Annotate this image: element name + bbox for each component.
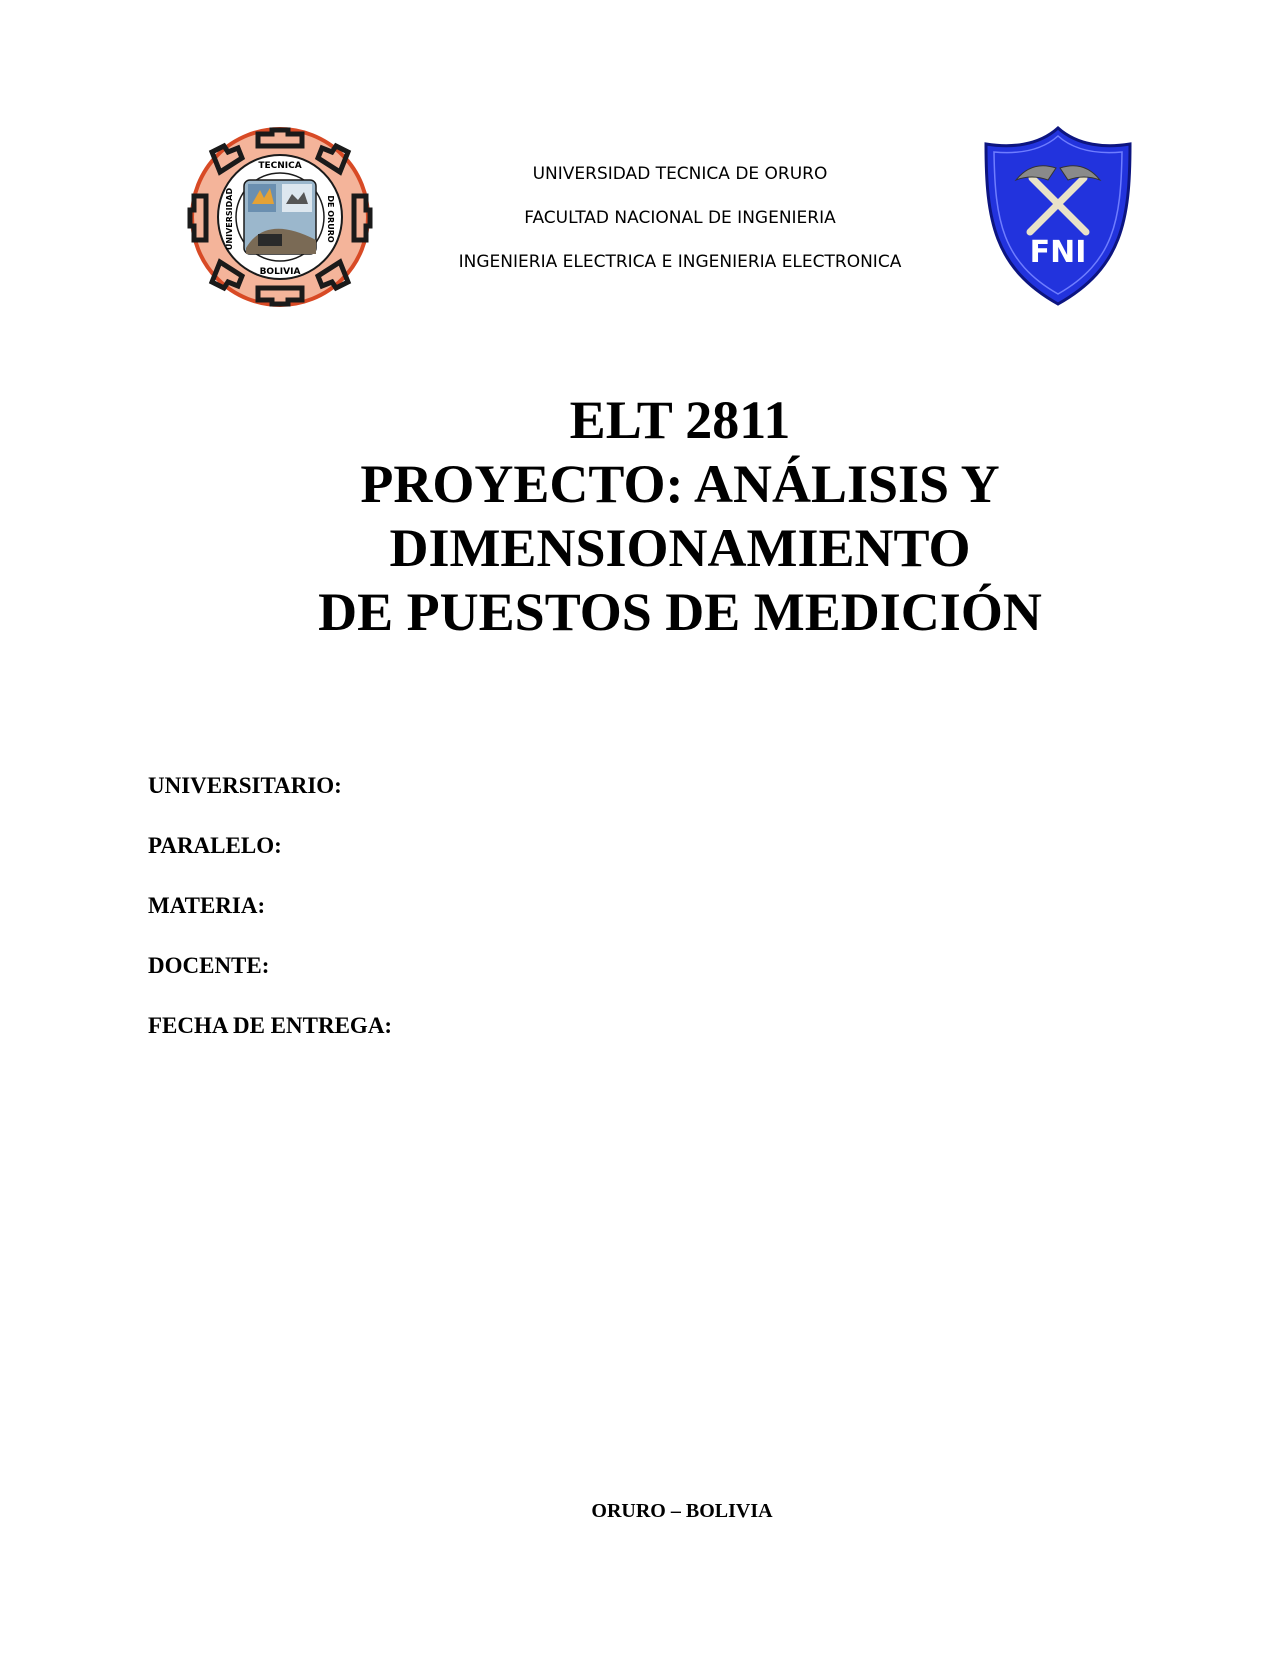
title-line-4: DE PUESTOS DE MEDICIÓN <box>318 582 1042 642</box>
student-info-fields <box>148 770 392 1070</box>
svg-text:TECNICA: TECNICA <box>258 161 302 171</box>
group-label: PARALELO: <box>148 833 282 858</box>
svg-text:BOLIVIA: BOLIVIA <box>259 267 301 277</box>
title-line-3: DIMENSIONAMIENTO <box>389 518 971 578</box>
due-date-label: FECHA DE ENTREGA: <box>148 1013 393 1038</box>
title-line-2: PROYECTO: ANÁLISIS Y <box>360 454 1000 514</box>
department-name: INGENIERIA ELECTRICA E INGENIERIA ELECTRONICA <box>458 252 902 272</box>
student-label: UNIVERSITARIO: <box>148 773 342 798</box>
faculty-name: FACULTAD NACIONAL DE INGENIERIA <box>524 208 836 228</box>
fni-shield-icon <box>980 124 1136 308</box>
course-code: ELT 2811 <box>569 390 791 450</box>
svg-text:DE ORURO: DE ORURO <box>326 195 335 243</box>
university-seal-icon <box>182 124 382 310</box>
location-footer: ORURO – BOLIVIA <box>591 1500 773 1522</box>
svg-text:FNI: FNI <box>1029 235 1087 270</box>
subject-label: MATERIA: <box>148 893 266 918</box>
svg-text:UNIVERSIDAD: UNIVERSIDAD <box>225 187 234 251</box>
institution-header <box>380 152 980 284</box>
university-name: UNIVERSIDAD TECNICA DE ORURO <box>532 164 828 184</box>
teacher-label: DOCENTE: <box>148 953 270 978</box>
document-title <box>180 388 1180 644</box>
